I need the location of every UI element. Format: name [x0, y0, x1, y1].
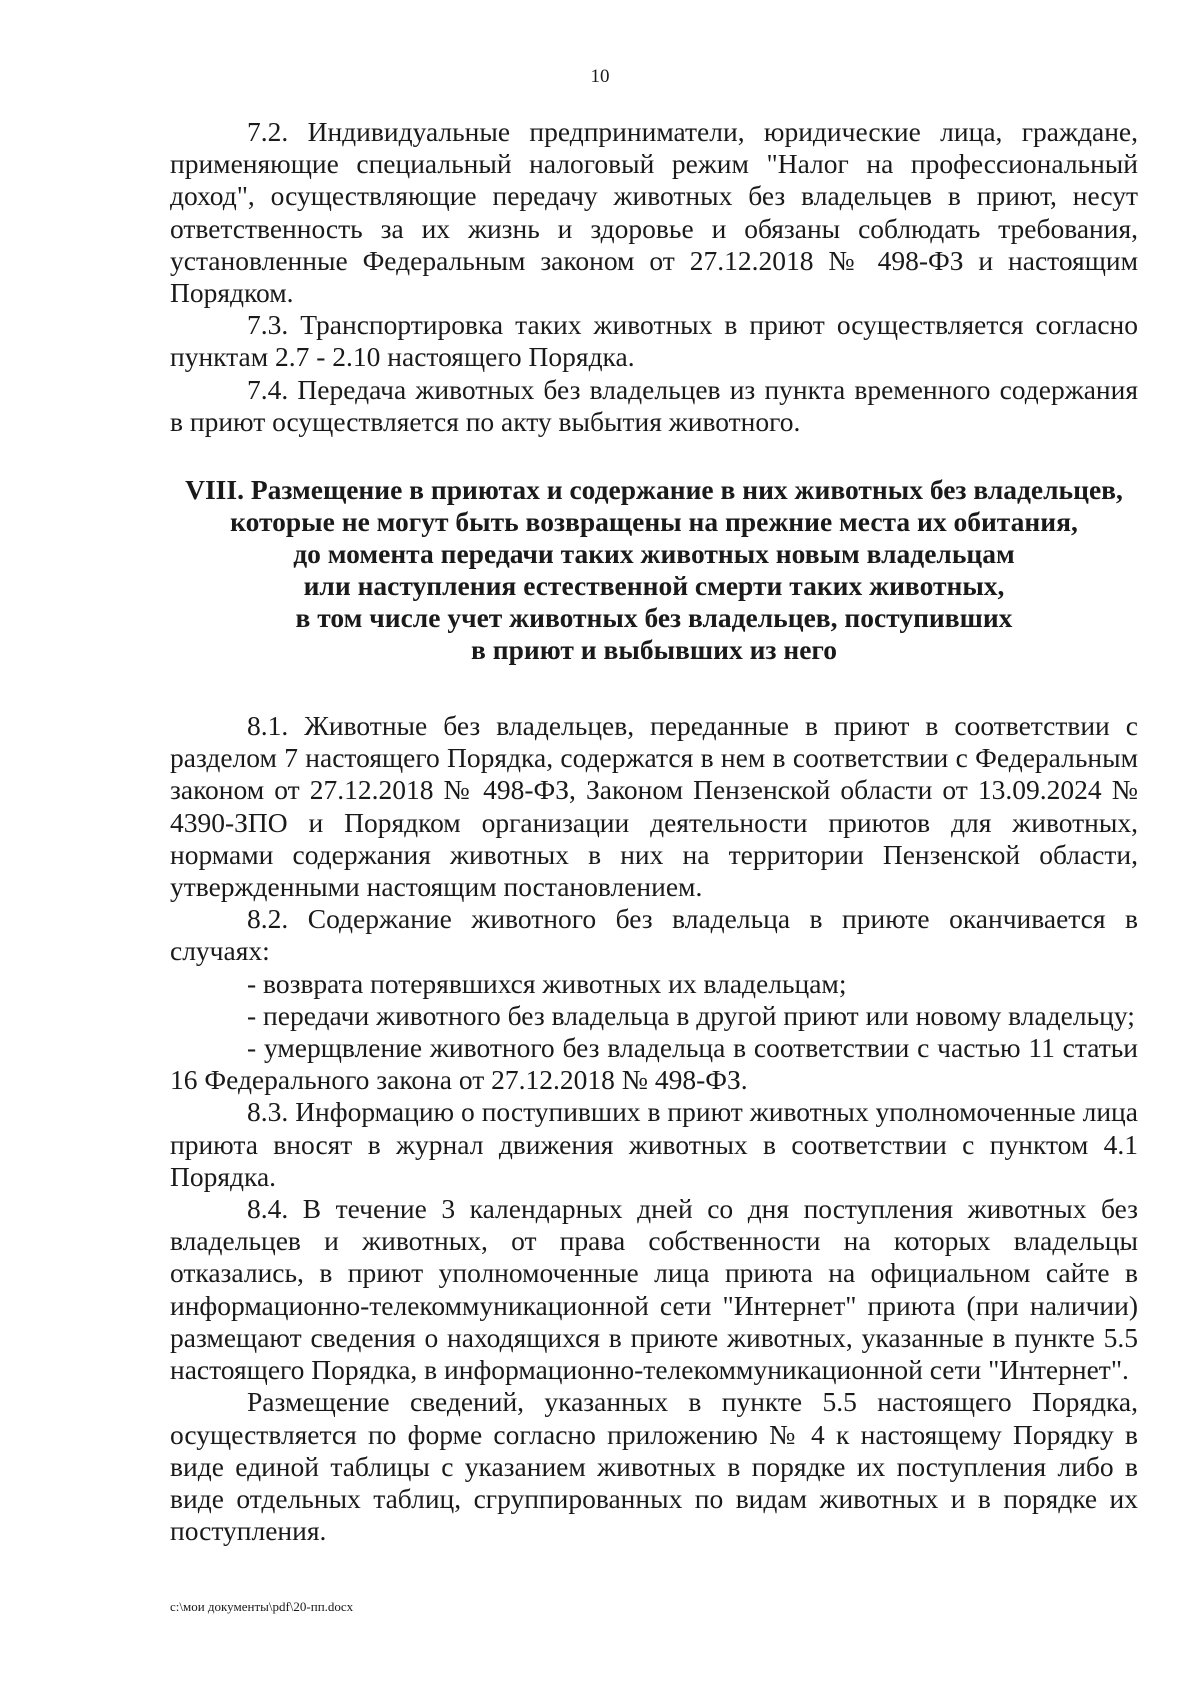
paragraph-7-2: 7.2. Индивидуальные предприниматели, юридические лица, граждане, применяющие специальный налоговый режим "Налог на профессиональный доход", осуществляющие передачу животных без владельцев в приют, несут ответственность за их жизнь и здоровье и обязаны соблюдать требования, установленные Федеральным законом от 27.12.2018 № 498-ФЗ и настоящим Порядком. — [170, 116, 1138, 309]
list-item-transfer: - передачи животного без владельца в другой приют или новому владельцу; — [247, 999, 1135, 1031]
paragraph-8-4: 8.4. В течение 3 календарных дней со дня поступления животных без владельцев и животных, от права собственности на которых владельцы отказались, в приют уполномоченные лица приюта на официальном сайте в информационно-телекоммуникационной сети "Интернет" приюта (при наличии) размещают сведения о находящихся в приюте животных, указанные в пункте 5.5 настоящего Порядка, в информационно-телекоммуникационной сети "Интернет". — [170, 1193, 1138, 1386]
paragraph-7-3: 7.3. Транспортировка таких животных в приют осуществляется согласно пунктам 2.7 - 2.10 настоящего Порядка. — [170, 309, 1138, 373]
section-8-heading — [170, 474, 1138, 666]
list-item-euthanasia: - умерщвление животного без владельца в соответствии с частью 11 статьи 16 Федерального закона от 27.12.2018 № 498-ФЗ. — [170, 1032, 1138, 1096]
paragraph-8-3: 8.3. Информацию о поступивших в приют животных уполномоченные лица приюта вносят в журнал движения животных в соответствии с пунктом 4.1 Порядка. — [170, 1096, 1138, 1192]
heading-line: или наступления естественной смерти таких животных, — [303, 570, 1005, 602]
heading-line: до момента передачи таких животных новым владельцам — [293, 538, 1015, 570]
heading-line: VIII. Размещение в приютах и содержание в них животных без владельцев, — [185, 474, 1123, 506]
footer-file-path: c:\мои документы\pdf\20-пп.docx — [170, 1599, 354, 1614]
heading-line: в том числе учет животных без владельцев, поступивших — [295, 602, 1013, 634]
paragraph-7-4: 7.4. Передача животных без владельцев из пункта временного содержания в приют осуществляется по акту выбытия животного. — [170, 373, 1138, 437]
document-body — [170, 116, 1138, 1547]
heading-line: которые не могут быть возвращены на прежние места их обитания, — [230, 506, 1078, 538]
paragraph-8-1: 8.1. Животные без владельцев, переданные в приют в соответствии с разделом 7 настоящего Порядка, содержатся в нем в соответствии с Федеральным законом от 27.12.2018 № 498-ФЗ, Законом Пензенской области от 13.09.2024 № 4390-ЗПО и Порядком организации деятельности приютов для животных, нормами содержания животных в них на территории Пензенской области, утвержденными настоящим постановлением. — [170, 710, 1138, 903]
list-item-return: - возврата потерявшихся животных их владельцам; — [247, 967, 847, 999]
page-number: 10 — [590, 66, 610, 87]
heading-line: в приют и выбывших из него — [471, 634, 837, 666]
paragraph-8-2: 8.2. Содержание животного без владельца в приюте оканчивается в случаях: — [170, 903, 1138, 967]
paragraph-placement-info: Размещение сведений, указанных в пункте 5.5 настоящего Порядка, осуществляется по форме согласно приложению № 4 к настоящему Порядку в виде единой таблицы с указанием животных в порядке их поступления либо в виде отдельных таблиц, сгруппированных по видам животных и в порядке их поступления. — [170, 1386, 1138, 1547]
